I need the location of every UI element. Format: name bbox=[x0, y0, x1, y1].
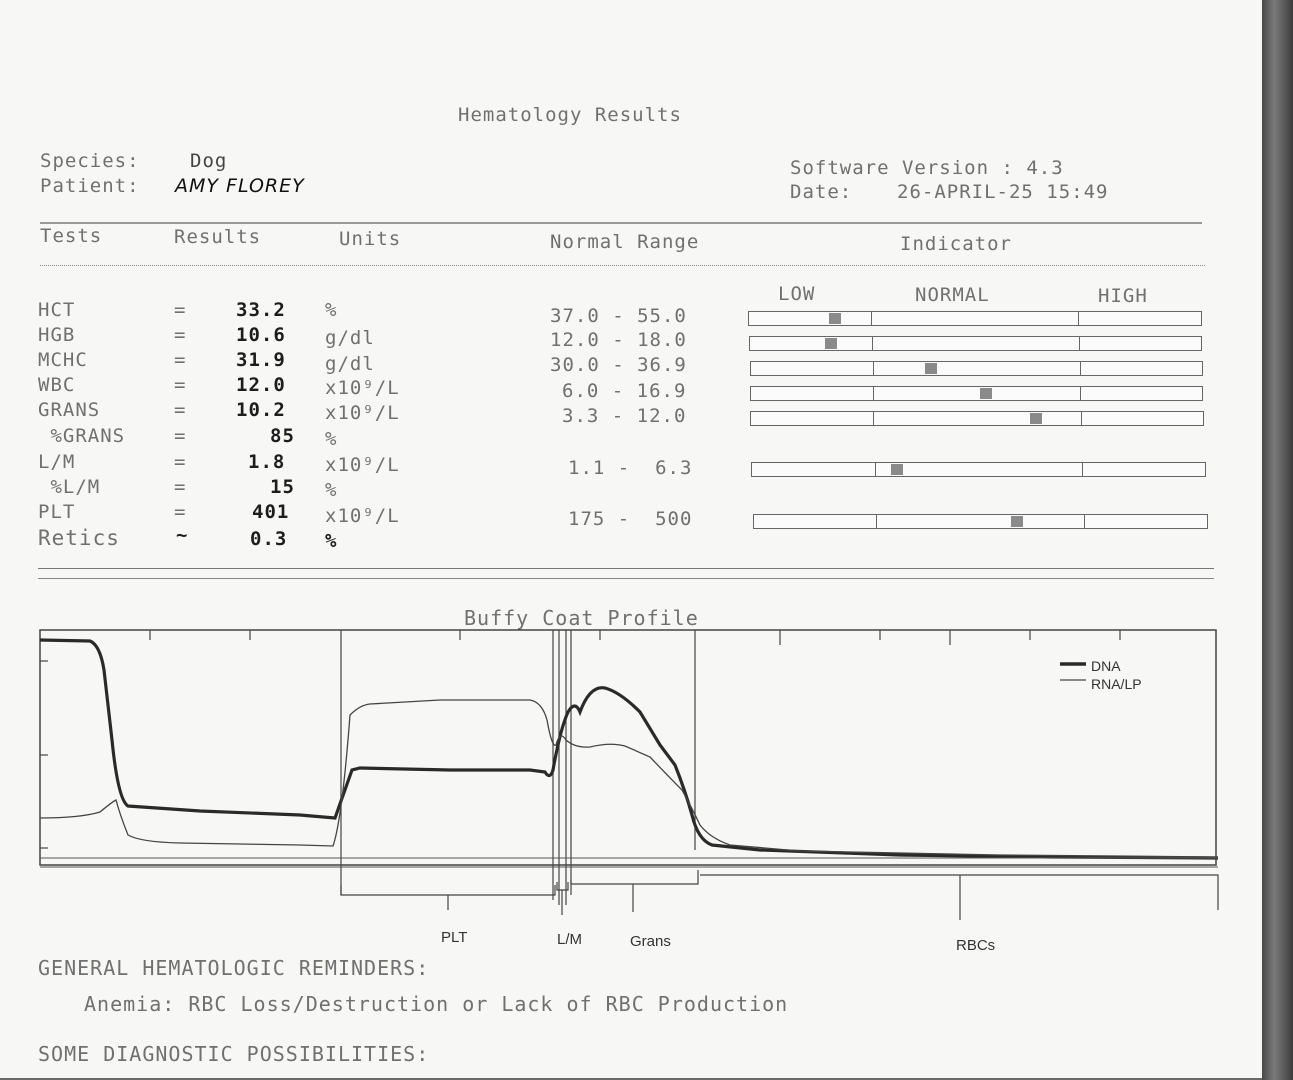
row-test: HCT bbox=[38, 299, 76, 321]
software-version: Software Version : 4.3 bbox=[790, 157, 1064, 179]
row-operator: = bbox=[174, 374, 187, 396]
row-result: 31.9 bbox=[236, 349, 286, 371]
row-unit: % bbox=[325, 479, 338, 501]
col-results: Results bbox=[174, 226, 262, 248]
row-operator: = bbox=[174, 399, 187, 421]
row-test: HGB bbox=[38, 324, 76, 346]
chart-title: Buffy Coat Profile bbox=[464, 606, 699, 630]
species-label: Species: bbox=[40, 150, 140, 172]
row-unit: x10⁹/L bbox=[325, 377, 400, 399]
row-test: %GRANS bbox=[38, 425, 126, 447]
row-range: 30.0 - 36.9 bbox=[550, 354, 687, 376]
reminder-anemia: Anemia: RBC Loss/Destruction or Lack of RBC Production bbox=[84, 992, 789, 1016]
series-dna-line bbox=[40, 640, 1218, 858]
row-test: MCHC bbox=[38, 349, 88, 371]
col-indicator: Indicator bbox=[900, 233, 1012, 255]
report-title: Hematology Results bbox=[458, 104, 682, 126]
row-operator: = bbox=[174, 324, 187, 346]
row-operator: ~ bbox=[176, 524, 189, 546]
col-tests: Tests bbox=[40, 225, 103, 247]
row-result: 12.0 bbox=[236, 374, 286, 396]
row-range: 6.0 - 16.9 bbox=[562, 380, 687, 402]
row-operator: = bbox=[174, 349, 187, 371]
row-unit: x10⁹/L bbox=[325, 454, 400, 476]
date-value: 26-APRIL-25 15:49 bbox=[897, 181, 1109, 203]
row-operator: = bbox=[174, 425, 187, 447]
scale-normal: NORMAL bbox=[915, 284, 990, 306]
series-rna-lp-line bbox=[40, 700, 1218, 857]
row-unit: g/dl bbox=[325, 327, 375, 349]
row-result: 0.3 bbox=[250, 528, 288, 550]
scale-high: HIGH bbox=[1098, 285, 1148, 307]
patient-label: Patient: bbox=[40, 175, 140, 197]
scale-low: LOW bbox=[778, 283, 816, 305]
row-operator: = bbox=[174, 476, 187, 498]
row-unit: g/dl bbox=[325, 353, 375, 375]
date-label: Date: bbox=[790, 181, 853, 203]
chart-left-ticks bbox=[40, 661, 48, 848]
row-range: 12.0 - 18.0 bbox=[550, 329, 687, 351]
row-range: 3.3 - 12.0 bbox=[562, 405, 687, 427]
row-result: 10.2 bbox=[236, 399, 286, 421]
row-test: PLT bbox=[38, 501, 76, 523]
species-value: Dog bbox=[190, 150, 228, 172]
diagnostic-heading: SOME DIAGNOSTIC POSSIBILITIES: bbox=[38, 1042, 430, 1066]
col-normal-range: Normal Range bbox=[550, 231, 700, 253]
row-test: Retics bbox=[38, 526, 120, 550]
row-result: 1.8 bbox=[248, 451, 286, 473]
row-result: 85 bbox=[270, 425, 295, 447]
row-range: 175 - 500 bbox=[568, 508, 693, 530]
row-test: GRANS bbox=[38, 399, 101, 421]
reminders-heading: GENERAL HEMATOLOGIC REMINDERS: bbox=[38, 956, 430, 980]
row-operator: = bbox=[174, 451, 187, 473]
row-unit: % bbox=[325, 428, 338, 450]
row-range: 1.1 - 6.3 bbox=[568, 457, 693, 479]
row-operator: = bbox=[174, 299, 187, 321]
row-unit: x10⁹/L bbox=[325, 505, 400, 527]
chart-top-ticks bbox=[150, 630, 1120, 645]
legend-rna-label: RNA/LP bbox=[1091, 676, 1142, 692]
row-result: 10.6 bbox=[236, 324, 286, 346]
chart-legend bbox=[1060, 658, 1142, 692]
legend-dna-label: DNA bbox=[1091, 658, 1121, 674]
row-unit: % bbox=[325, 299, 338, 321]
patient-name-handwritten: AMY FLOREY bbox=[175, 175, 305, 197]
region-label-lm: L/M bbox=[557, 931, 583, 948]
region-label-plt: PLT bbox=[441, 929, 468, 946]
row-result: 33.2 bbox=[236, 299, 286, 321]
region-brackets bbox=[341, 870, 1218, 920]
row-operator: = bbox=[174, 501, 187, 523]
row-range: 37.0 - 55.0 bbox=[550, 305, 687, 327]
row-result: 15 bbox=[270, 476, 295, 498]
row-unit: x10⁹/L bbox=[325, 402, 400, 424]
row-test: WBC bbox=[38, 374, 76, 396]
row-unit: % bbox=[325, 530, 338, 552]
region-label-rbcs: RBCs bbox=[956, 937, 996, 954]
row-result: 401 bbox=[252, 501, 290, 523]
row-test: %L/M bbox=[38, 476, 101, 498]
region-label-grans: Grans bbox=[630, 933, 671, 950]
col-units: Units bbox=[339, 228, 402, 250]
row-test: L/M bbox=[38, 451, 76, 473]
